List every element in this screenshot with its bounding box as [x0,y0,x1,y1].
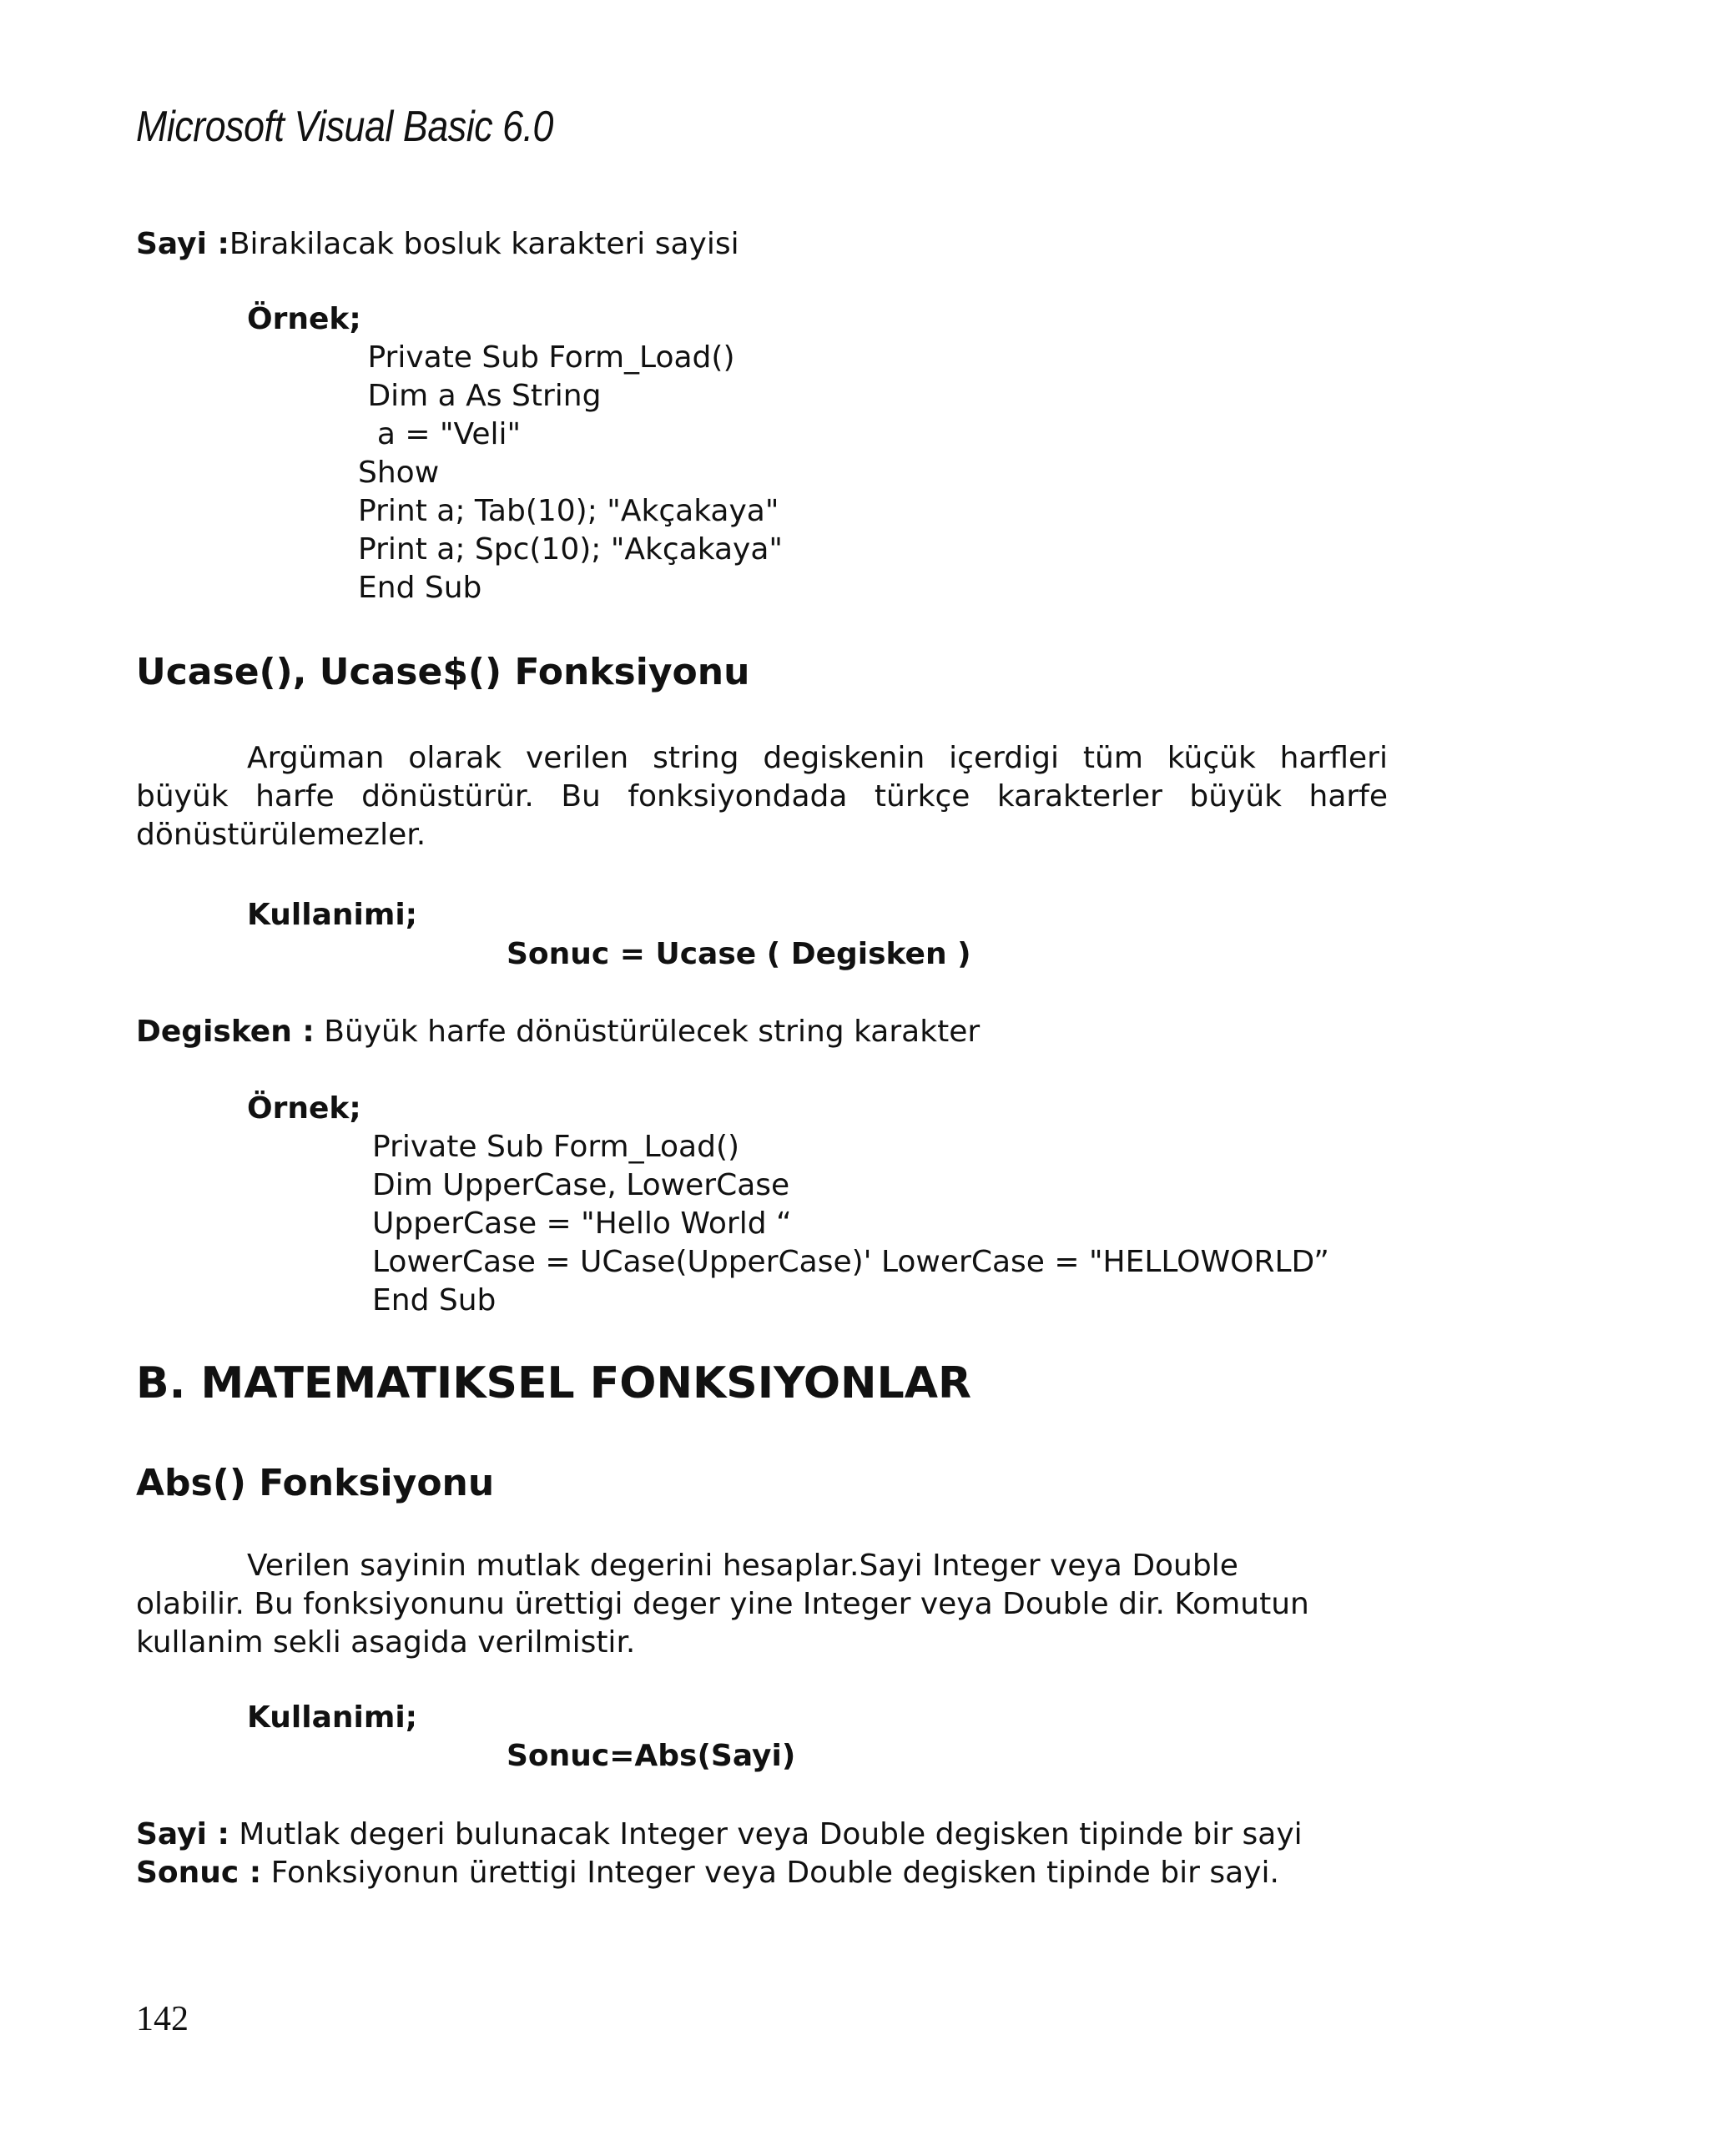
abs-param-label: Sayi : [136,1817,229,1851]
ucase-example-label: Örnek; [247,1091,361,1126]
abs-param-text: Mutlak degeri bulunacak Integer veya Double degisken tipinde bir sayi [229,1817,1303,1851]
abs-param-sonuc [136,1854,1303,1892]
ucase-param-text: Büyük harfe dönüstürülecek string karakter [314,1015,981,1049]
abs-desc-line: Verilen sayinin mutlak degerini hesaplar.Sayi Integer veya Double [247,1549,1238,1583]
code-line: LowerCase = UCase(UpperCase)' LowerCase = "HELLOWORLD” [372,1245,1329,1279]
spc-param-text: Birakilacak bosluk karakteri sayisi [229,227,739,261]
code-line: Dim a As String [358,379,602,413]
code-line: Print a; Spc(10); "Akçakaya" [358,532,783,567]
ucase-heading: Ucase(), Ucase$() Fonksiyonu [136,651,750,693]
ucase-usage-label: Kullanimi; [247,898,418,932]
code-line: Private Sub Form_Load() [372,1130,740,1164]
spc-param-label: Sayi : [136,227,229,261]
spc-example-label: Örnek; [247,302,361,336]
ucase-description [136,739,1388,854]
abs-description [136,1547,1392,1662]
spc-example-code [358,339,783,607]
abs-param-list [136,1816,1303,1892]
abs-usage-label: Kullanimi; [247,1700,418,1735]
abs-param-label: Sonuc : [136,1856,262,1890]
spc-param-line [136,225,739,264]
code-line: End Sub [372,1283,497,1317]
ucase-desc-line: dönüstürülemezler. [136,818,426,852]
page-header-title: Microsoft Visual Basic 6.0 [136,103,554,151]
ucase-param-line [136,1013,980,1051]
code-line: Show [358,456,440,490]
code-line: Print a; Tab(10); "Akçakaya" [358,494,779,528]
ucase-param-label: Degisken : [136,1015,315,1049]
ucase-usage-syntax: Sonuc = Ucase ( Degisken ) [507,937,971,971]
abs-usage-syntax: Sonuc=Abs(Sayi) [507,1739,796,1773]
abs-param-sayi [136,1816,1303,1854]
code-line: Dim UpperCase, LowerCase [372,1168,790,1202]
ucase-desc-line: Argüman olarak verilen string degiskenin içerdigi tüm küçük harfleri [247,741,1388,775]
code-line: UpperCase = "Hello World “ [372,1206,792,1241]
abs-param-text: Fonksiyonun ürettigi Integer veya Double degisken tipinde bir sayi. [261,1856,1279,1890]
ucase-desc-line: büyük harfe dönüstürür. Bu fonksiyondada türkçe karakterler büyük harfe [136,779,1388,814]
ucase-example-code [372,1128,1329,1320]
math-section-heading: B. MATEMATIKSEL FONKSIYONLAR [136,1358,971,1408]
code-line: End Sub [358,571,482,605]
page-number: 142 [136,2000,189,2038]
code-line: a = "Veli" [358,417,522,451]
abs-desc-line: olabilir. Bu fonksiyonunu ürettigi deger yine Integer veya Double dir. Komutun [136,1587,1309,1621]
abs-heading: Abs() Fonksiyonu [136,1462,495,1504]
abs-desc-line: kullanim sekli asagida verilmistir. [136,1625,636,1660]
code-line: Private Sub Form_Load() [358,340,735,375]
